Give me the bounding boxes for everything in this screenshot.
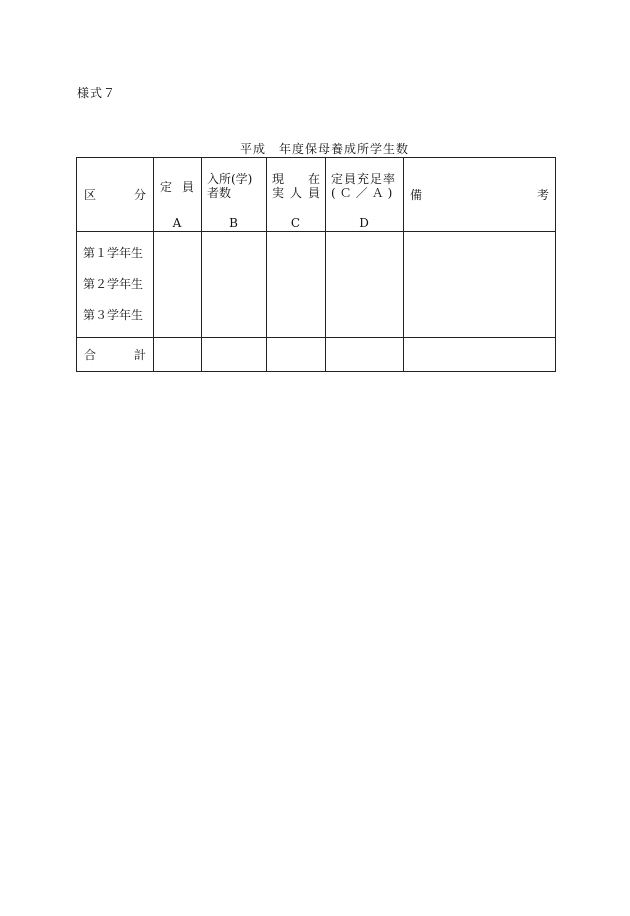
header-genzai-line2 — [272, 186, 320, 200]
row-label-year-1: 第１学年生 — [83, 246, 144, 260]
header-kubun-right: 分 — [133, 188, 146, 202]
header-genzai-char-3: 員 — [307, 186, 320, 200]
row-divider — [77, 231, 555, 232]
header-nyusho-sub: B — [229, 216, 238, 230]
column-divider — [266, 158, 267, 371]
header-genzai-sub: C — [290, 216, 301, 230]
column-divider — [403, 158, 404, 371]
row-divider — [77, 337, 555, 338]
header-genzai-right: 在 — [307, 172, 320, 186]
header-nyusho-line2: 者数 — [207, 186, 232, 200]
header-teiin — [160, 180, 194, 194]
header-kubun — [84, 188, 146, 202]
column-divider — [153, 158, 154, 371]
total-left: 合 — [84, 348, 97, 362]
header-juusoku-line1: 定員充足率 — [331, 172, 397, 186]
header-genzai-char-1: 実 — [272, 186, 285, 200]
header-genzai-line1 — [272, 172, 320, 186]
total-right: 計 — [133, 348, 146, 362]
row-label-year-2: 第２学年生 — [83, 277, 144, 291]
header-kubun-left: 区 — [84, 188, 97, 202]
header-nyusho-line1: 入所(学) — [207, 172, 253, 186]
header-teiin-right: 員 — [181, 180, 194, 194]
header-juusoku-sub: D — [359, 216, 369, 230]
row-label-year-3: 第３学年生 — [83, 308, 144, 322]
student-count-table — [76, 157, 556, 372]
header-teiin-left: 定 — [160, 180, 173, 194]
header-biko-left: 備 — [410, 188, 423, 202]
header-juusoku-line2: (Ｃ／Ａ) — [331, 186, 397, 200]
header-biko — [410, 188, 549, 202]
form-number-label: 様式７ — [77, 86, 117, 100]
total-row-label — [84, 348, 146, 362]
column-divider — [201, 158, 202, 371]
header-genzai-char-2: 人 — [289, 186, 302, 200]
header-genzai-left: 現 — [272, 172, 285, 186]
column-divider — [325, 158, 326, 371]
table-title: 平成 年度保母養成所学生数 — [240, 142, 410, 156]
header-biko-right: 考 — [536, 188, 549, 202]
header-teiin-sub: A — [172, 216, 182, 230]
